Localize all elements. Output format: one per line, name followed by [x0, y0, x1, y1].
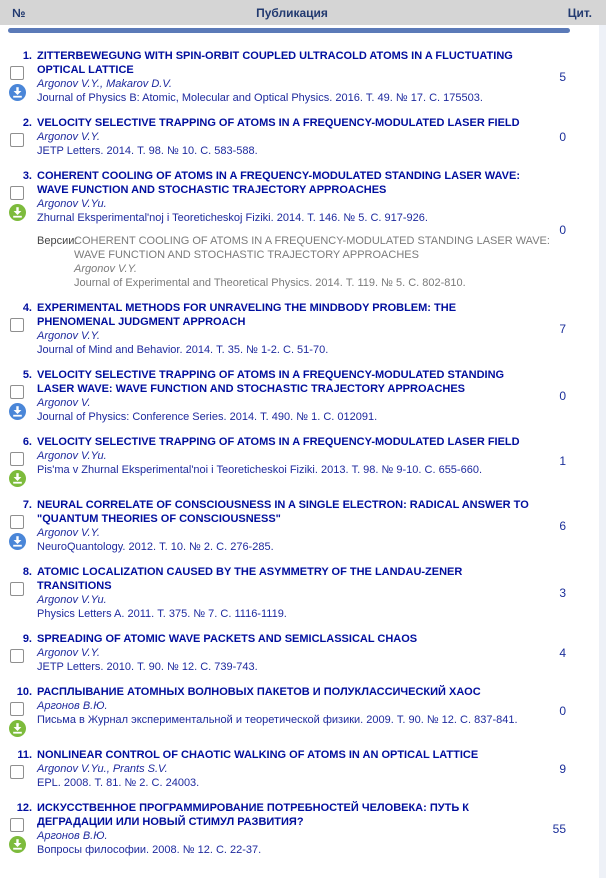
publication-authors[interactable]: Argonov V.Y. — [37, 131, 100, 143]
publication-source: Письма в Журнал экспериментальной и теоретической физики. 2009. Т. 90. № 12. С. 837-841. — [37, 714, 518, 726]
publication-title[interactable]: SPREADING OF ATOMIC WAVE PACKETS AND SEMICLASSICAL CHAOS — [37, 633, 418, 645]
publication-info — [37, 116, 531, 158]
citation-count: 0 — [559, 130, 566, 144]
publication-title[interactable]: VELOCITY SELECTIVE TRAPPING OF ATOMS IN A FREQUENCY-MODULATED LASER FIELD — [37, 436, 520, 448]
publication-info — [37, 368, 531, 424]
publication-row — [8, 748, 598, 790]
publication-authors[interactable]: Argonov V.Yu., Prants S.V. — [37, 763, 168, 775]
citation-count: 6 — [559, 519, 566, 533]
version-title[interactable]: COHERENT COOLING OF ATOMS IN A FREQUENCY-MODULATED STANDING LASER WAVE: WAVE FUNCTION AND STOCHASTIC TRAJECTORY APPROACHES — [74, 235, 550, 261]
row-controls — [8, 435, 34, 487]
publication-source: Journal of Physics B: Atomic, Molecular and Optical Physics. 2016. Т. 49. № 17. С. 175503. — [37, 92, 483, 104]
select-checkbox[interactable] — [10, 66, 24, 80]
publication-source: Physics Letters A. 2011. Т. 375. № 7. С. 1116-1119. — [37, 608, 287, 620]
publication-source: Journal of Physics: Conference Series. 2014. Т. 490. № 1. С. 012091. — [37, 411, 378, 423]
download-icon[interactable] — [9, 403, 26, 420]
download-icon[interactable] — [9, 470, 26, 487]
publication-info — [37, 498, 531, 554]
publication-row — [8, 801, 598, 857]
publication-row — [8, 435, 598, 487]
publications-table-header — [0, 0, 606, 25]
row-number: 10. — [16, 686, 32, 698]
publication-info — [37, 801, 531, 857]
publication-title[interactable]: ZITTERBEWEGUNG WITH SPIN-ORBIT COUPLED ULTRACOLD ATOMS IN A FLUCTUATING OPTICAL LATTICE — [37, 50, 513, 76]
row-controls — [8, 368, 34, 424]
publication-info — [37, 49, 531, 105]
publication-title[interactable]: VELOCITY SELECTIVE TRAPPING OF ATOMS IN A FREQUENCY-MODULATED STANDING LASER WAVE: WAVE FUNCTION AND STOCHASTIC TRAJECTORY APPROACHES — [37, 369, 505, 395]
row-controls — [8, 748, 34, 790]
citation-count: 5 — [559, 70, 566, 84]
publication-row — [8, 498, 598, 554]
publication-authors[interactable]: Argonov V.Y., Makarov D.V. — [37, 78, 172, 90]
citation-count: 1 — [559, 454, 566, 468]
publication-row — [8, 565, 598, 621]
row-controls — [8, 49, 34, 105]
publication-row — [8, 49, 598, 105]
versions-content — [74, 234, 581, 290]
column-header-citations: Цит. — [567, 5, 592, 20]
version-authors: Argonov V.Y. — [74, 263, 137, 275]
select-checkbox[interactable] — [10, 702, 24, 716]
download-icon[interactable] — [9, 84, 26, 101]
publication-authors[interactable]: Argonov V.Y. — [37, 330, 100, 342]
row-controls — [8, 801, 34, 857]
select-checkbox[interactable] — [10, 515, 24, 529]
row-controls — [8, 116, 34, 158]
publication-authors[interactable]: Argonov V.Y. — [37, 647, 100, 659]
download-icon[interactable] — [9, 204, 26, 221]
publication-info — [37, 435, 531, 487]
download-icon[interactable] — [9, 836, 26, 853]
publication-source: JETP Letters. 2014. Т. 98. № 10. С. 583-588. — [37, 145, 258, 157]
publication-info — [37, 169, 550, 290]
row-controls — [8, 498, 34, 554]
select-checkbox[interactable] — [10, 186, 24, 200]
publication-title[interactable]: EXPERIMENTAL METHODS FOR UNRAVELING THE MINDBODY PROBLEM: THE PHENOMENAL JUDGMENT APPROACH — [37, 302, 457, 328]
column-header-number: № — [12, 5, 26, 20]
row-controls — [8, 685, 34, 737]
publication-source: Вопросы философии. 2008. № 12. С. 22-37. — [37, 844, 262, 856]
publication-info — [37, 685, 531, 737]
row-controls — [8, 301, 34, 357]
column-header-publication: Публикация — [256, 5, 328, 20]
versions-label: Версии: — [37, 235, 78, 247]
publication-title[interactable]: РАСПЛЫВАНИЕ АТОМНЫХ ВОЛНОВЫХ ПАКЕТОВ И ПОЛУКЛАССИЧЕСКИЙ ХАОС — [37, 686, 481, 698]
row-number: 11. — [17, 749, 32, 761]
publication-source: NeuroQuantology. 2012. Т. 10. № 2. С. 276-285. — [37, 541, 274, 553]
citation-count: 55 — [552, 822, 566, 836]
publication-row — [8, 368, 598, 424]
publication-source: JETP Letters. 2010. Т. 90. № 12. С. 739-743. — [37, 661, 258, 673]
citation-count: 9 — [559, 762, 566, 776]
citation-count: 0 — [559, 389, 566, 403]
citation-count: 7 — [559, 322, 566, 336]
publication-authors[interactable]: Аргонов В.Ю. — [37, 700, 108, 712]
version-source: Journal of Experimental and Theoretical Physics. 2014. Т. 119. № 5. С. 802-810. — [74, 277, 466, 289]
publication-title[interactable]: ATOMIC LOCALIZATION CAUSED BY THE ASYMMETRY OF THE LANDAU-ZENER TRANSITIONS — [37, 566, 463, 592]
publication-list — [0, 33, 606, 878]
publication-source: Journal of Mind and Behavior. 2014. Т. 35. № 1-2. С. 51-70. — [37, 344, 329, 356]
publication-info — [37, 748, 531, 790]
publication-authors[interactable]: Argonov V.Yu. — [37, 594, 107, 606]
publication-info — [37, 565, 531, 621]
select-checkbox[interactable] — [10, 133, 24, 147]
publication-authors[interactable]: Аргонов В.Ю. — [37, 830, 108, 842]
row-controls — [8, 632, 34, 674]
select-checkbox[interactable] — [10, 649, 24, 663]
select-checkbox[interactable] — [10, 582, 24, 596]
versions-block — [37, 234, 581, 290]
row-number: 2. — [22, 117, 32, 129]
publication-source: Zhurnal Eksperimental'noj i Teoreticheskoj Fiziki. 2014. Т. 146. № 5. С. 917-926. — [37, 212, 428, 224]
row-number: 5. — [22, 369, 32, 381]
citation-count: 3 — [559, 586, 566, 600]
publication-row — [8, 685, 598, 737]
row-number: 3. — [22, 170, 32, 182]
publication-authors[interactable]: Argonov V.Yu. — [37, 198, 107, 210]
publication-row — [8, 301, 598, 357]
select-checkbox[interactable] — [10, 318, 24, 332]
row-controls — [8, 169, 34, 290]
publication-authors[interactable]: Argonov V.Y. — [37, 527, 100, 539]
select-checkbox[interactable] — [10, 765, 24, 779]
row-number: 8. — [22, 566, 32, 578]
download-icon[interactable] — [9, 533, 26, 550]
row-number: 6. — [22, 436, 32, 448]
publication-title[interactable]: VELOCITY SELECTIVE TRAPPING OF ATOMS IN A FREQUENCY-MODULATED LASER FIELD — [37, 117, 520, 129]
row-number: 9. — [22, 633, 32, 645]
publication-row — [8, 116, 598, 158]
publication-authors[interactable]: Argonov V. — [37, 397, 91, 409]
publication-info — [37, 632, 531, 674]
select-checkbox[interactable] — [10, 452, 24, 466]
row-number: 1. — [22, 50, 32, 62]
select-checkbox[interactable] — [10, 385, 24, 399]
publication-authors[interactable]: Argonov V.Yu. — [37, 450, 107, 462]
citation-count: 0 — [559, 704, 566, 718]
row-number: 7. — [22, 499, 32, 511]
row-number: 4. — [22, 302, 32, 314]
row-number: 12. — [16, 802, 32, 814]
publication-title[interactable]: COHERENT COOLING OF ATOMS IN A FREQUENCY-MODULATED STANDING LASER WAVE: WAVE FUNCTION AND STOCHASTIC TRAJECTORY APPROACHES — [37, 170, 520, 196]
publication-row — [8, 632, 598, 674]
publication-title[interactable]: ИСКУССТВЕННОЕ ПРОГРАММИРОВАНИЕ ПОТРЕБНОСТЕЙ ЧЕЛОВЕКА: ПУТЬ К ДЕГРАДАЦИИ ИЛИ НОВЫЙ СТИМУЛ РАЗВИТИЯ? — [37, 802, 469, 828]
page-margin — [599, 25, 606, 878]
publication-info — [37, 301, 531, 357]
publication-title[interactable]: NEURAL CORRELATE OF CONSCIOUSNESS IN A SINGLE ELECTRON: RADICAL ANSWER TO "QUANTUM THEORIES OF CONSCIOUSNESS" — [37, 499, 529, 525]
citation-count: 4 — [559, 646, 566, 660]
publication-title[interactable]: NONLINEAR CONTROL OF CHAOTIC WALKING OF ATOMS IN AN OPTICAL LATTICE — [37, 749, 479, 761]
publication-row — [8, 169, 598, 290]
publication-source: Pis'ma v Zhurnal Eksperimental'noi i Teoreticheskoi Fiziki. 2013. Т. 98. № 9-10. С. 655-660. — [37, 464, 483, 476]
citation-count: 0 — [559, 222, 566, 237]
publication-source: EPL. 2008. Т. 81. № 2. С. 24003. — [37, 777, 200, 789]
select-checkbox[interactable] — [10, 818, 24, 832]
download-icon[interactable] — [9, 720, 26, 737]
row-controls — [8, 565, 34, 621]
